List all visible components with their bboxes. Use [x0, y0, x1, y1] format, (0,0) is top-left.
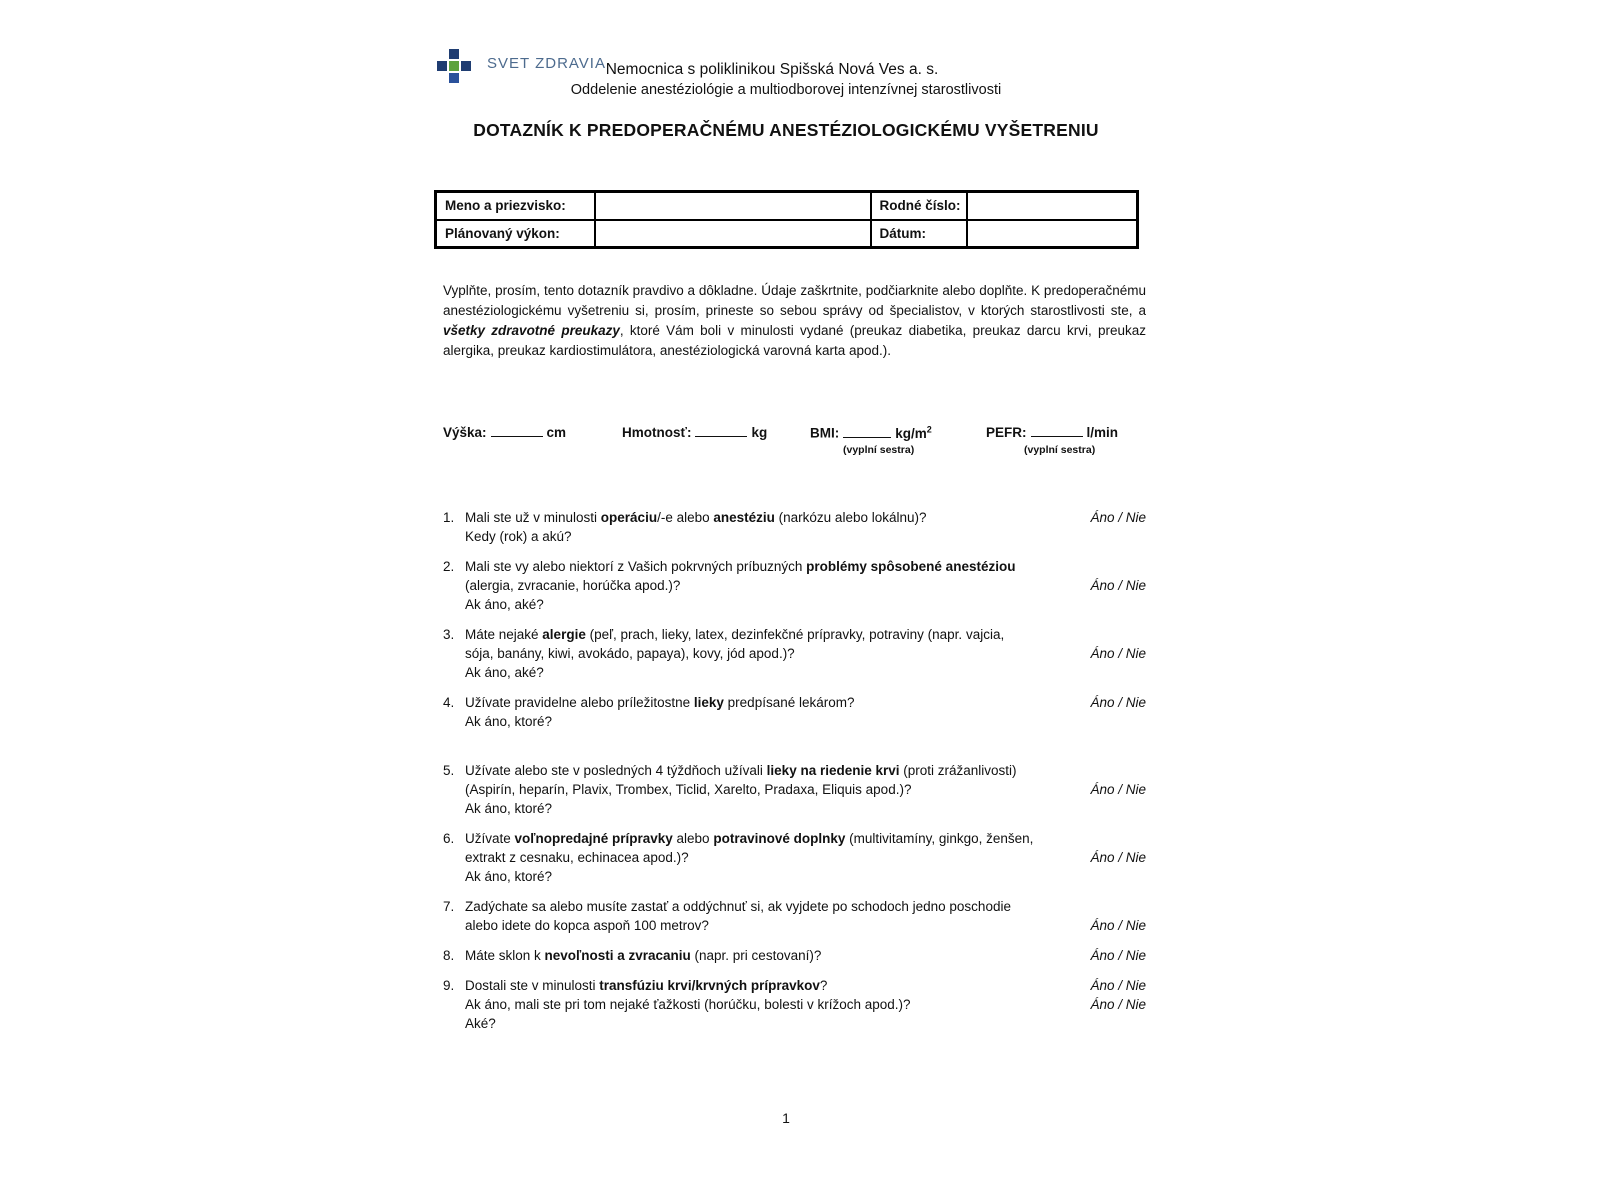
- question-number: 4.: [443, 695, 455, 710]
- measurement-vyska: [443, 424, 566, 440]
- vyska-unit: cm: [546, 425, 567, 440]
- measurement-bmi: [810, 424, 932, 441]
- answer-options[interactable]: Áno / Nie: [1090, 948, 1146, 963]
- birth-number-field[interactable]: [967, 192, 1138, 220]
- question-7: [443, 897, 1146, 935]
- bmi-unit: $kg/m^2$: [895, 424, 932, 441]
- answer-options[interactable]: Áno / Nie: [1090, 782, 1146, 797]
- question-line: Ak áno, aké?: [465, 665, 544, 680]
- patient-info-table: [434, 190, 1139, 249]
- question-number: 6.: [443, 831, 455, 846]
- question-number: 5.: [443, 763, 455, 778]
- page-title: DOTAZNÍK K PREDOPERAČNÉMU ANESTÉZIOLOGICKÉMU VYŠETRENIU: [473, 120, 1099, 140]
- question-6: [443, 829, 1146, 886]
- measurement-hmotnost: [622, 424, 767, 440]
- table-row: [436, 192, 1138, 220]
- answer-options[interactable]: Áno / Nie: [1090, 578, 1146, 593]
- question-4: [443, 693, 1146, 731]
- question-line: sója, banány, kiwi, avokádo, papaya), kovy, jód apod.)? Áno / Nie: [465, 646, 1146, 661]
- birth-number-label: Rodné číslo:: [871, 192, 967, 220]
- measurements-row: [0, 424, 1600, 464]
- question-2: [443, 557, 1146, 614]
- question-line: Máte sklon k nevoľnosti a zvracaniu (napr. pri cestovaní)? Áno / Nie: [465, 948, 1146, 963]
- question-line: extrakt z cesnaku, echinacea apod.)? Áno / Nie: [465, 850, 1146, 865]
- bmi-unit-exponent: 2: [926, 424, 932, 434]
- answer-options[interactable]: Áno / Nie: [1090, 850, 1146, 865]
- question-line: (alergia, zvracanie, horúčka apod.)? Áno / Nie: [465, 578, 1146, 593]
- answer-options[interactable]: Áno / Nie: [1090, 997, 1146, 1012]
- hmotnost-unit: kg: [751, 425, 768, 440]
- question-line: Ak áno, aké?: [465, 597, 544, 612]
- answer-options[interactable]: Áno / Nie: [1090, 918, 1146, 933]
- page-number: 1: [782, 1110, 790, 1126]
- name-label: Meno a priezvisko:: [436, 192, 595, 220]
- question-number: 9.: [443, 978, 455, 993]
- question-9: [443, 976, 1146, 1033]
- planned-procedure-label: Plánovaný výkon:: [436, 220, 595, 248]
- question-line: Ak áno, ktoré?: [465, 801, 553, 816]
- question-line: Dostali ste v minulosti transfúziu krvi/krvných prípravkov? Áno / Nie: [465, 978, 1146, 993]
- measurement-pefr: [986, 424, 1118, 440]
- intro-text-1: Vyplňte, prosím, tento dotazník pravdivo a dôkladne. Údaje zaškrtnite, podčiarknite alebo doplňte. K predoperačnému anestéziologickému vyšetreniu si, prosím, prineste so sebou správy od špecialistov, v ktorých starostlivosti ste, a: [443, 283, 1146, 318]
- question-8: [443, 946, 1146, 965]
- logo-text: SVET ZDRAVIA: [487, 55, 606, 72]
- question-number: 7.: [443, 899, 455, 914]
- answer-options[interactable]: Áno / Nie: [1090, 510, 1146, 525]
- bmi-nurse-note: (vyplní sestra): [843, 444, 915, 456]
- question-line: Mali ste už v minulosti operáciu/-e alebo anestéziu (narkózu alebo lokálnu)? Áno / Nie: [465, 510, 1146, 525]
- pefr-nurse-note: (vyplní sestra): [1024, 444, 1096, 456]
- question-line: Ak áno, ktoré?: [465, 869, 553, 884]
- organization-name: Nemocnica s poliklinikou Spišská Nová Ves a. s.: [605, 61, 939, 78]
- question-number: 2.: [443, 559, 455, 574]
- pefr-blank-field[interactable]: [1031, 424, 1083, 437]
- intro-emphasis: všetky zdravotné preukazy: [443, 323, 620, 338]
- planned-procedure-field[interactable]: [595, 220, 871, 248]
- intro-text-2: , ktoré Vám boli v minulosti vydané (preukaz diabetika, preukaz darcu krvi, preukaz alergika, preukaz kardiostimulátora, anestéziologická varovná karta apod.).: [443, 323, 1146, 358]
- intro-paragraph: [443, 281, 1146, 361]
- question-1: [443, 508, 1146, 546]
- question-line: Máte nejaké alergie (peľ, prach, lieky, latex, dezinfekčné prípravky, potraviny (napr. vajcia,: [465, 627, 1005, 642]
- question-3: [443, 625, 1146, 682]
- name-field[interactable]: [595, 192, 871, 220]
- question-line: Ak áno, ktoré?: [465, 714, 553, 729]
- answer-options[interactable]: Áno / Nie: [1090, 978, 1146, 993]
- pefr-unit: l/min: [1086, 425, 1119, 440]
- hmotnost-label: Hmotnosť:: [622, 425, 692, 440]
- vyska-label: Výška:: [443, 425, 487, 440]
- vyska-blank-field[interactable]: [491, 424, 543, 437]
- question-5: [443, 761, 1146, 818]
- question-line: alebo idete do kopca aspoň 100 metrov? Áno / Nie: [465, 918, 1146, 933]
- table-row: [436, 220, 1138, 248]
- question-line: Ak áno, mali ste pri tom nejaké ťažkosti (horúčku, bolesti v krížoch apod.)? Áno / Nie: [465, 997, 1146, 1012]
- question-number: 1.: [443, 510, 455, 525]
- answer-options[interactable]: Áno / Nie: [1090, 695, 1146, 710]
- department-name: Oddelenie anestéziológie a multiodborovej intenzívnej starostlivosti: [570, 82, 1002, 98]
- question-line: Užívate alebo ste v posledných 4 týždňoch užívali lieky na riedenie krvi (proti zrážanlivosti): [465, 763, 1017, 778]
- questions-list: [443, 508, 1146, 1044]
- question-line: Kedy (rok) a akú?: [465, 529, 572, 544]
- question-line: (Aspirín, heparín, Plavix, Trombex, Ticlid, Xarelto, Pradaxa, Eliquis apod.)? Áno / Nie: [465, 782, 1146, 797]
- question-line: Zadýchate sa alebo musíte zastať a oddýchnuť si, ak vyjdete po schodoch jedno poschodie: [465, 899, 1011, 914]
- hmotnost-blank-field[interactable]: [695, 424, 747, 437]
- bmi-blank-field[interactable]: [843, 425, 891, 438]
- question-number: 3.: [443, 627, 455, 642]
- date-label: Dátum:: [871, 220, 967, 248]
- question-line: Mali ste vy alebo niektorí z Vašich pokrvných príbuzných problémy spôsobené anestéziou: [465, 559, 1016, 574]
- question-line: Užívate pravidelne alebo príležitostne lieky predpísané lekárom? Áno / Nie: [465, 695, 1146, 710]
- bmi-label: BMI:: [810, 425, 840, 441]
- pefr-label: PEFR:: [986, 425, 1027, 440]
- question-number: 8.: [443, 948, 455, 963]
- question-line: Užívate voľnopredajné prípravky alebo potravinové doplnky (multivitamíny, ginkgo, ženšen,: [465, 831, 1034, 846]
- date-field[interactable]: [967, 220, 1138, 248]
- answer-options[interactable]: Áno / Nie: [1090, 646, 1146, 661]
- question-line: Aké?: [465, 1016, 496, 1031]
